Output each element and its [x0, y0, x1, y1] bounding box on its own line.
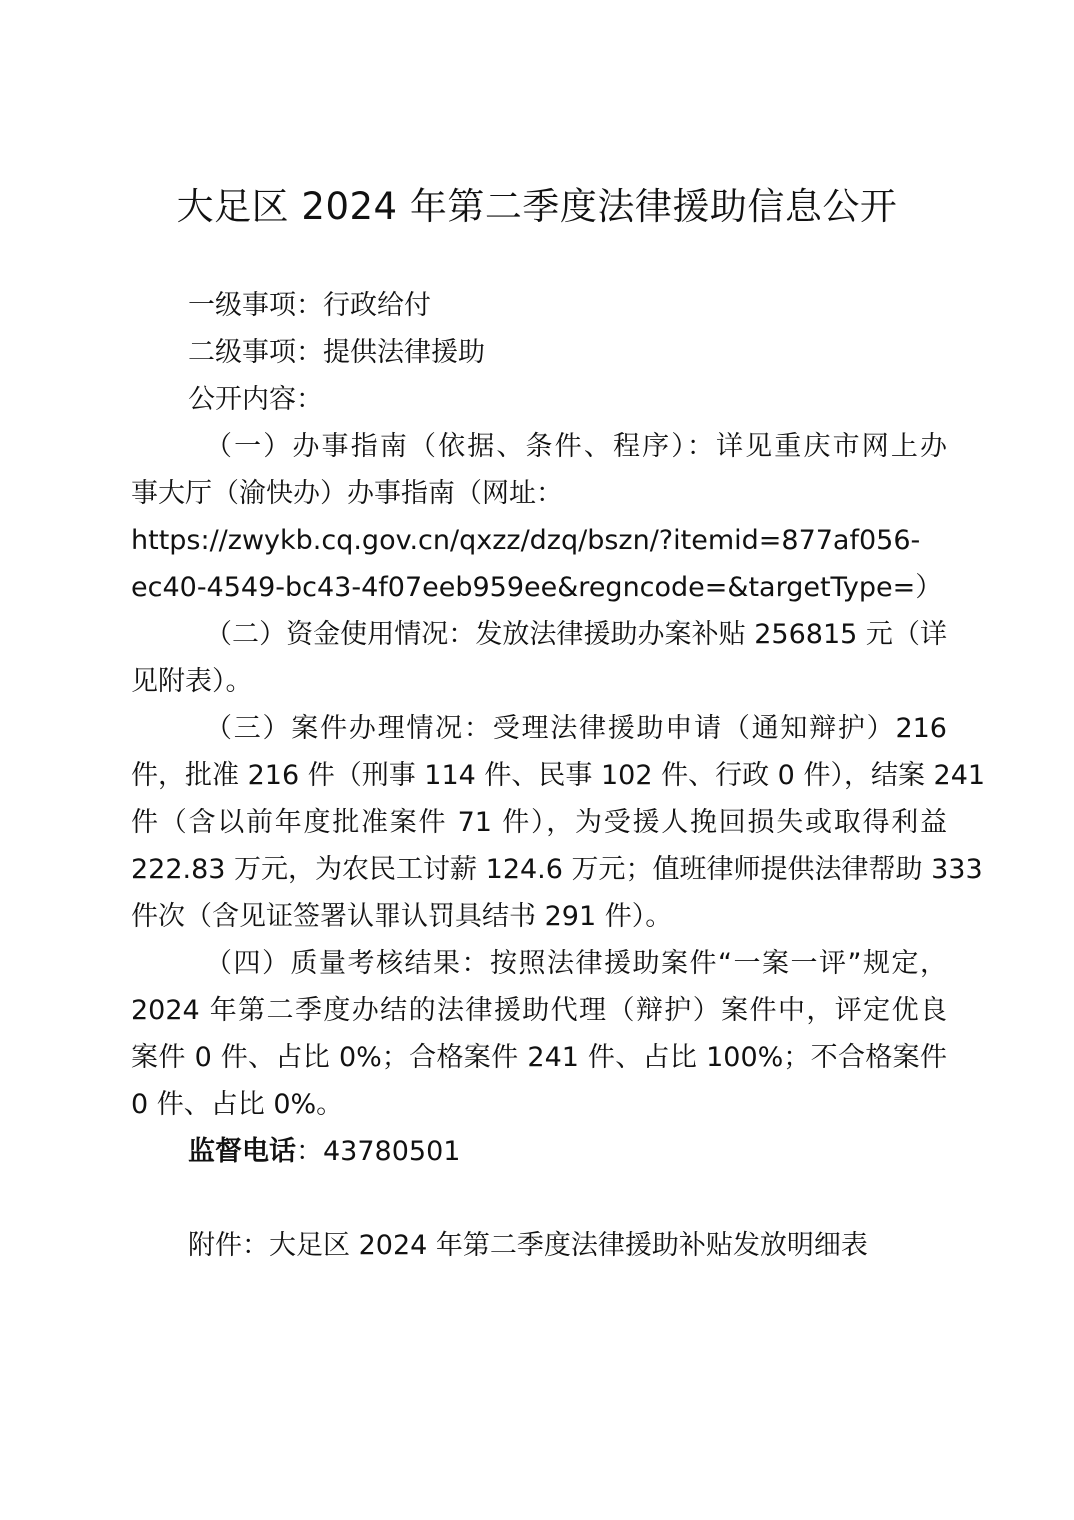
level2-item: 二级事项：提供法律援助: [188, 337, 485, 368]
section1-line1: （一）办事指南（依据、条件、程序）：详见重庆市网上办: [205, 431, 947, 462]
section1-url-line1: https://zwykb.cq.gov.cn/qxzz/dzq/bszn/?itemid=877af056-: [131, 525, 921, 556]
section3-line1: （三）案件办理情况：受理法律援助申请（通知辩护）216: [205, 713, 947, 744]
hotline: [188, 1132, 947, 1172]
hotline-label: 监督电话: [188, 1136, 296, 1167]
content-label: 公开内容：: [188, 384, 323, 415]
section2-line1: （二）资金使用情况：发放法律援助办案补贴 256815 元（详: [205, 619, 947, 650]
section3-line2: 件，批准 216 件（刑事 114 件、民事 102 件、行政 0 件），结案 241: [131, 760, 986, 791]
document-title: 大足区 2024 年第二季度法律援助信息公开: [176, 185, 898, 228]
section4-line3: 案件 0 件、占比 0%；合格案件 241 件、占比 100%；不合格案件: [131, 1042, 947, 1073]
hotline-separator: ：: [296, 1136, 323, 1167]
section4-line4: 0 件、占比 0%。: [131, 1089, 344, 1120]
level1-item: 一级事项：行政给付: [188, 290, 431, 321]
section3-line5: 件次（含见证签署认罪认罚具结书 291 件）。: [131, 901, 673, 932]
attachment-note: 附件：大足区 2024 年第二季度法律援助补贴发放明细表: [188, 1230, 868, 1261]
section2-line2: 见附表）。: [131, 666, 253, 697]
section1-line2: 事大厅（渝快办）办事指南（网址：: [131, 478, 563, 509]
section4-line1: （四）质量考核结果：按照法律援助案件“一案一评”规定，: [205, 948, 947, 979]
section1-url-line2: ec40-4549-bc43-4f07eeb959ee&regncode=&targetType=）: [131, 572, 943, 603]
section4-line2: 2024 年第二季度办结的法律援助代理（辩护）案件中，评定优良: [131, 995, 947, 1026]
hotline-number: 43780501: [323, 1136, 461, 1167]
section3-line3: 件（含以前年度批准案件 71 件），为受援人挽回损失或取得利益: [131, 807, 947, 838]
section3-line4: 222.83 万元，为农民工讨薪 124.6 万元；值班律师提供法律帮助 333: [131, 854, 983, 885]
